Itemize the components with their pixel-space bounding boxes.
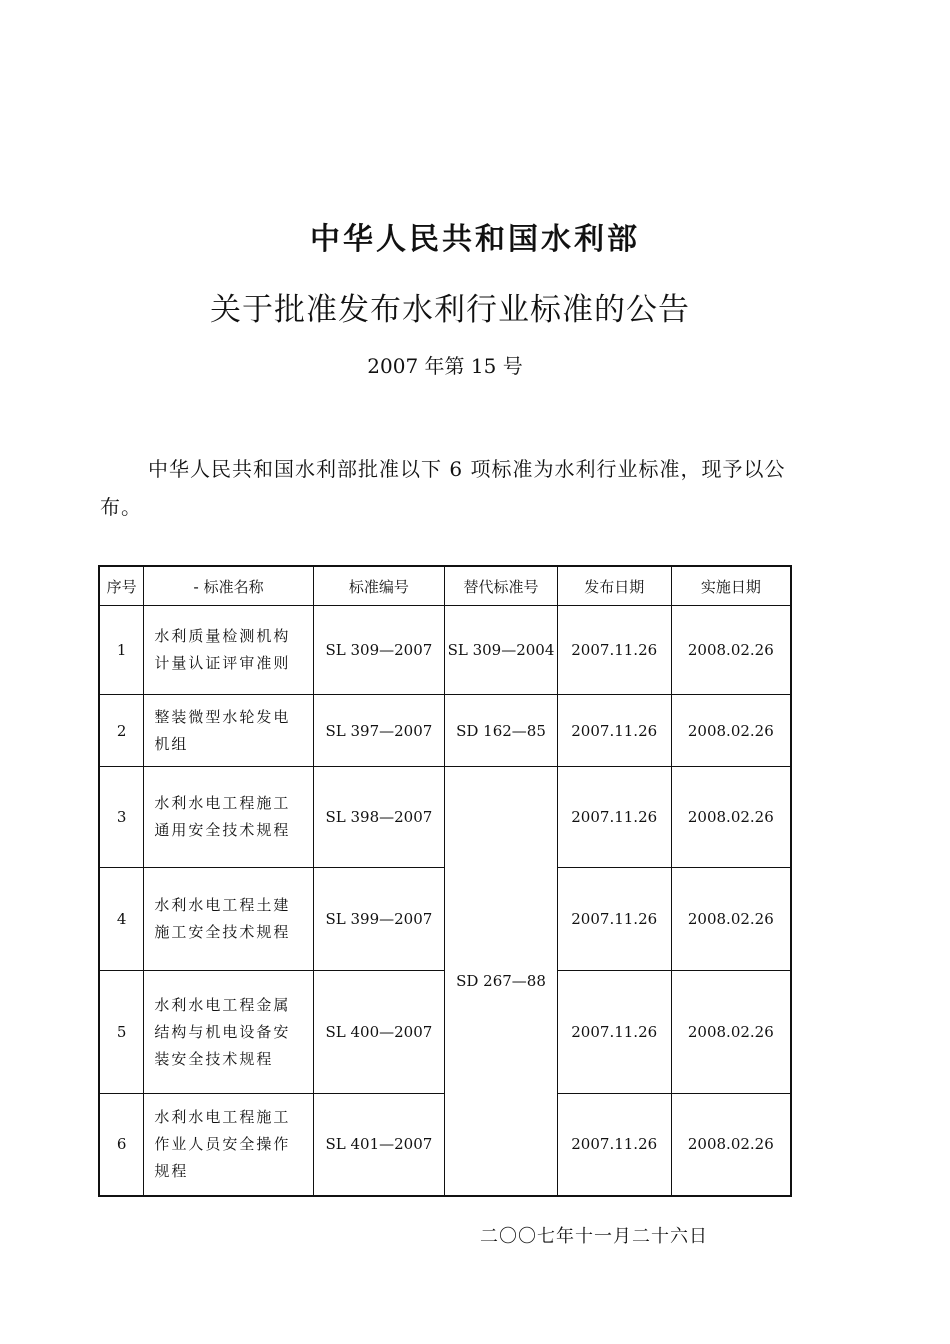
cell-replace-merged: SD 267—88 xyxy=(445,767,558,1196)
cell-no: 2 xyxy=(99,695,144,767)
signature-date: 二〇〇七年十一月二十六日 xyxy=(480,1226,708,1247)
announcement-number: 2007 年第 15 号 xyxy=(367,354,523,378)
cell-no: 5 xyxy=(99,971,144,1094)
cell-issue-date: 2007.11.26 xyxy=(557,695,671,767)
header-no: 序号 xyxy=(99,566,144,606)
header-effective-date: 实施日期 xyxy=(671,566,791,606)
cell-name: 水利水电工程施工通用安全技术规程 xyxy=(144,767,313,868)
cell-effective-date: 2008.02.26 xyxy=(671,971,791,1094)
cell-issue-date: 2007.11.26 xyxy=(557,606,671,695)
standards-table xyxy=(98,565,792,1197)
cell-code: SL 400—2007 xyxy=(313,971,445,1094)
table-row xyxy=(99,606,791,695)
cell-no: 4 xyxy=(99,868,144,971)
cell-issue-date: 2007.11.26 xyxy=(557,971,671,1094)
cell-effective-date: 2008.02.26 xyxy=(671,695,791,767)
header-issue-date: 发布日期 xyxy=(557,566,671,606)
cell-code: SL 309—2007 xyxy=(313,606,445,695)
cell-name: 水利水电工程金属结构与机电设备安装安全技术规程 xyxy=(144,971,313,1094)
cell-name: 水利水电工程土建施工安全技术规程 xyxy=(144,868,313,971)
cell-no: 3 xyxy=(99,767,144,868)
cell-no: 1 xyxy=(99,606,144,695)
table-header-row xyxy=(99,566,791,606)
cell-issue-date: 2007.11.26 xyxy=(557,868,671,971)
cell-effective-date: 2008.02.26 xyxy=(671,606,791,695)
cell-code: SL 399—2007 xyxy=(313,868,445,971)
cell-name: 水利水电工程施工作业人员安全操作规程 xyxy=(144,1094,313,1196)
header-code: 标准编号 xyxy=(313,566,445,606)
cell-name: 整装微型水轮发电机组 xyxy=(144,695,313,767)
cell-name: 水利质量检测机构计量认证评审准则 xyxy=(144,606,313,695)
cell-issue-date: 2007.11.26 xyxy=(557,1094,671,1196)
cell-effective-date: 2008.02.26 xyxy=(671,868,791,971)
cell-code: SL 398—2007 xyxy=(313,767,445,868)
cell-code: SL 401—2007 xyxy=(313,1094,445,1196)
announcement-title: 关于批准发布水利行业标准的公告 xyxy=(210,292,690,328)
cell-code: SL 397—2007 xyxy=(313,695,445,767)
cell-issue-date: 2007.11.26 xyxy=(557,767,671,868)
cell-no: 6 xyxy=(99,1094,144,1196)
issuer-title: 中华人民共和国水利部 xyxy=(310,222,640,257)
table-row xyxy=(99,767,791,868)
table-row xyxy=(99,695,791,767)
cell-replace: SD 162—85 xyxy=(445,695,558,767)
cell-effective-date: 2008.02.26 xyxy=(671,1094,791,1196)
cell-replace: SL 309—2004 xyxy=(445,606,558,695)
header-replace: 替代标准号 xyxy=(445,566,558,606)
header-name: - 标准名称 xyxy=(144,566,313,606)
cell-effective-date: 2008.02.26 xyxy=(671,767,791,868)
announcement-body: 中华人民共和国水利部批准以下 6 项标准为水利行业标准，现予以公布。 xyxy=(100,457,786,519)
